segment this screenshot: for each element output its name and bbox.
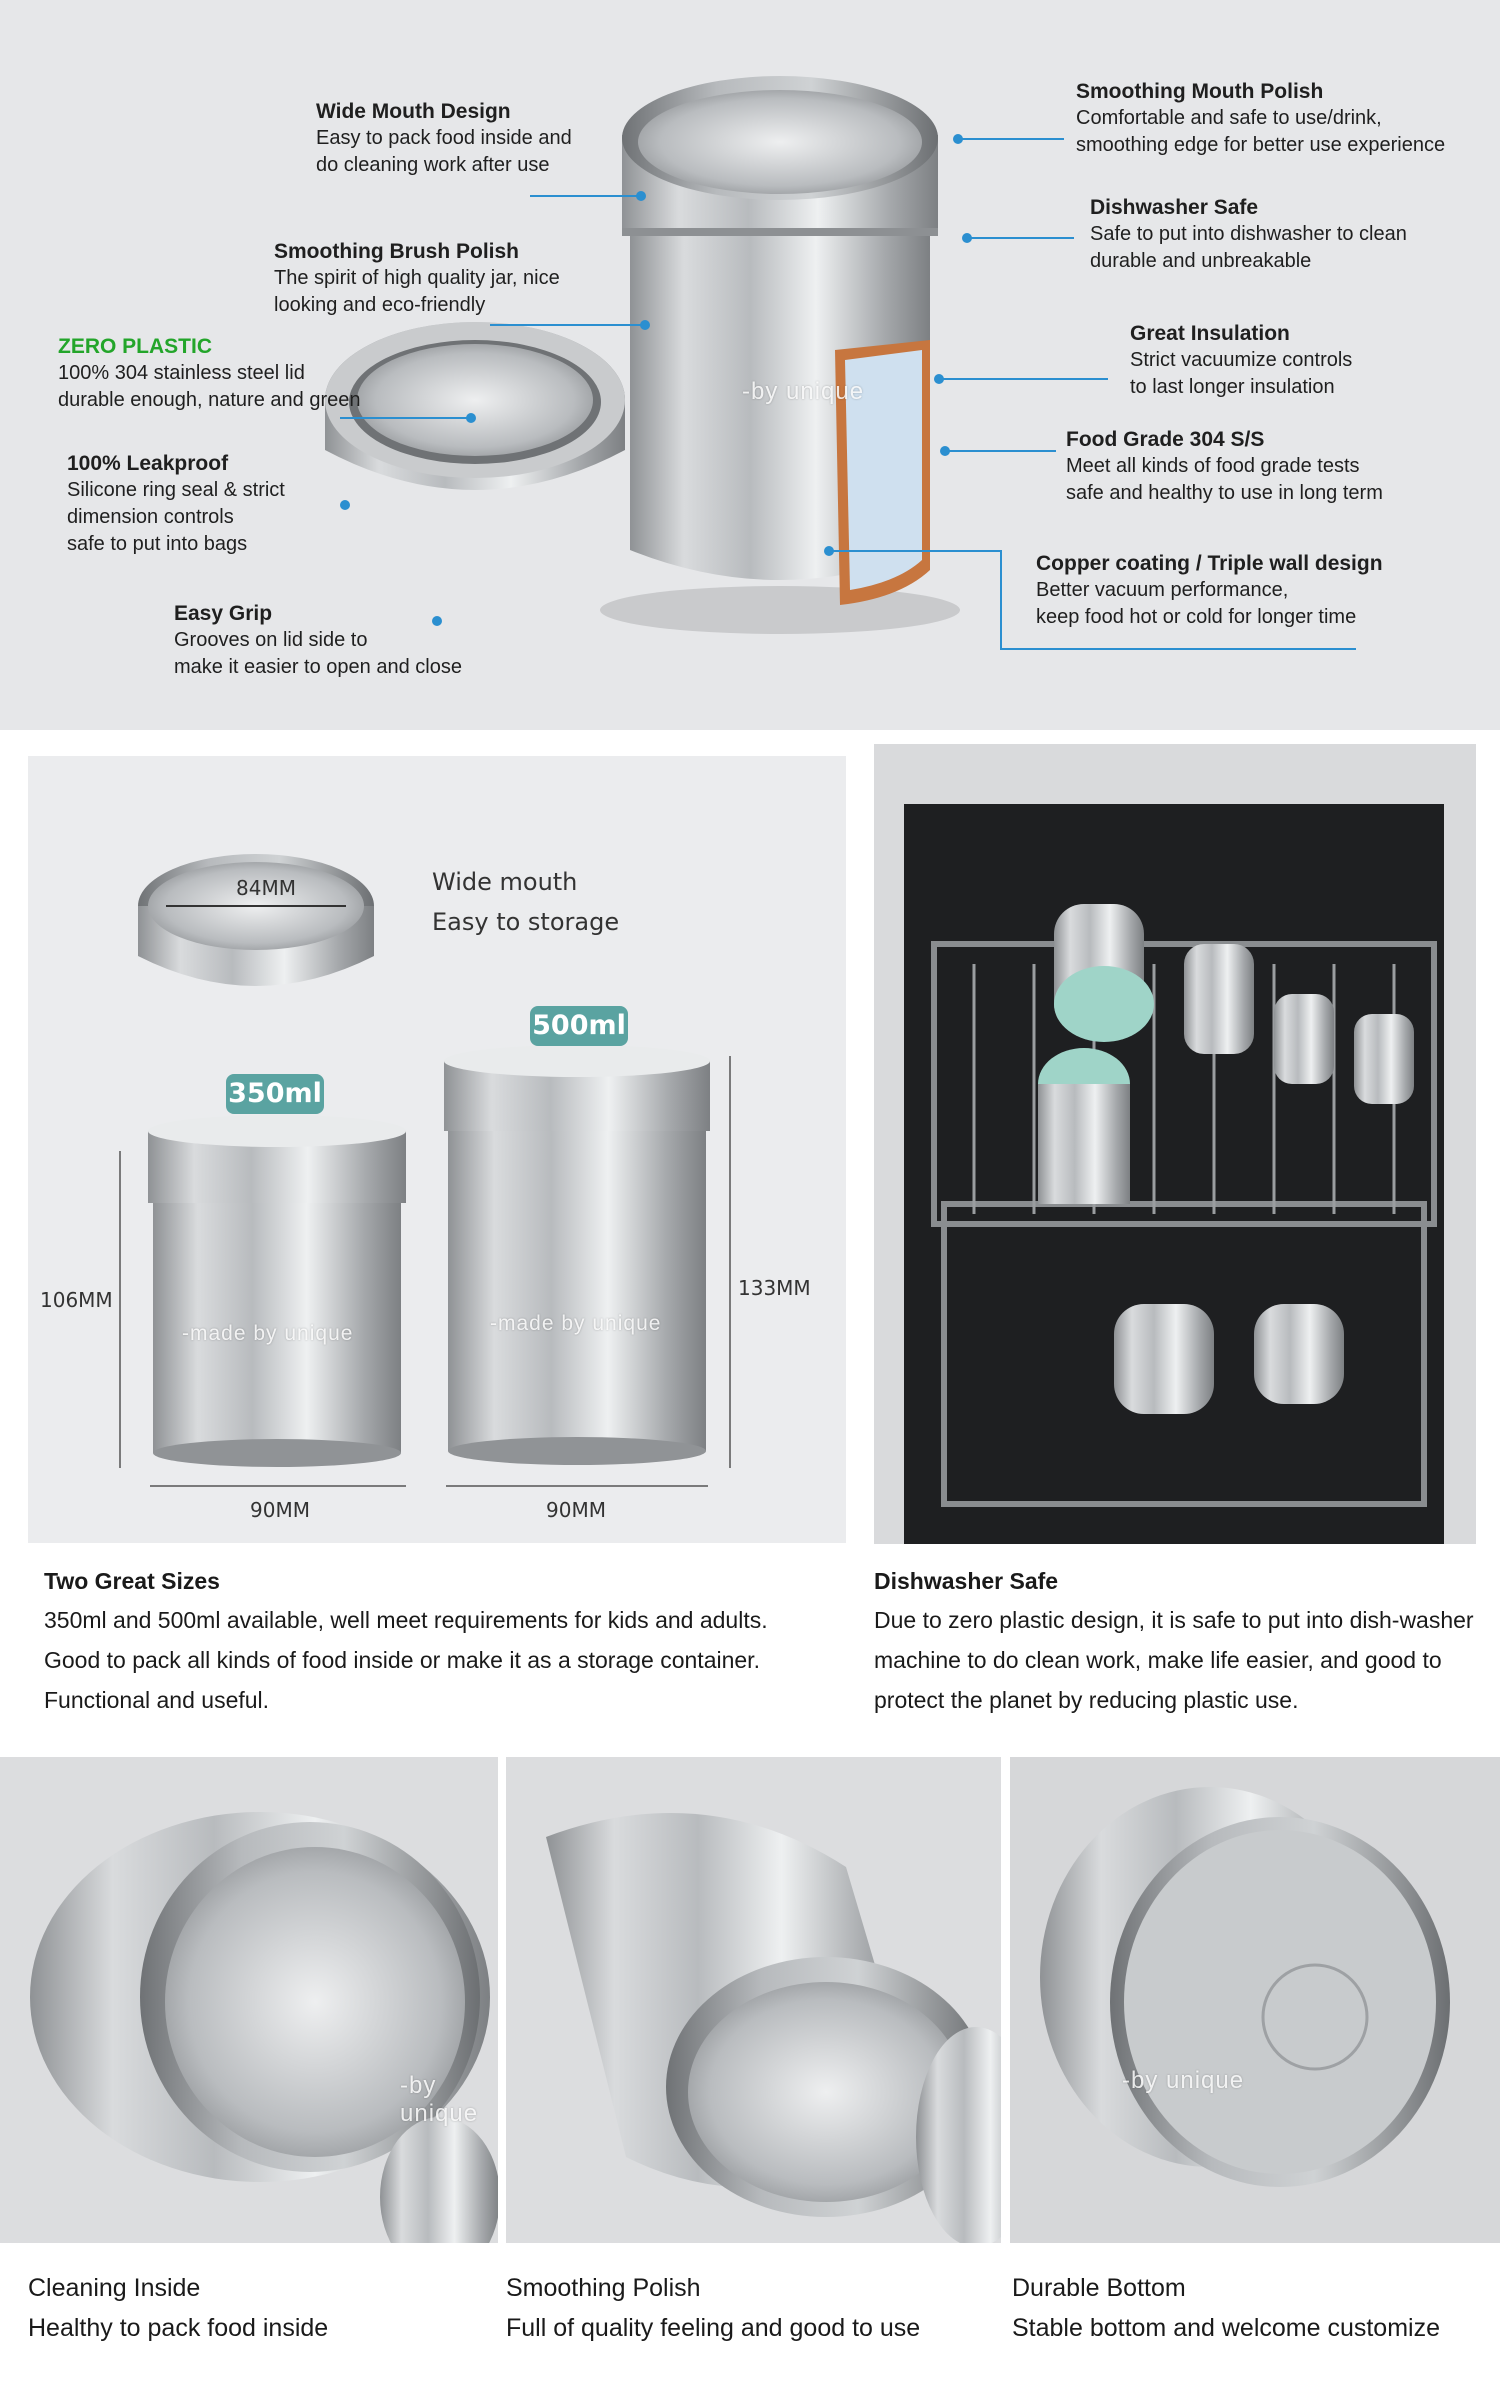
- leader-line: [340, 417, 470, 419]
- leader-dot: [636, 191, 646, 201]
- callout-line: dimension controls: [67, 506, 234, 528]
- leader-line: [940, 378, 1108, 380]
- callout-line: make it easier to open and close: [174, 656, 462, 678]
- callout-line: to last longer insulation: [1130, 376, 1335, 398]
- leader-dot: [340, 500, 350, 510]
- callout-line: Grooves on lid side to: [174, 629, 368, 651]
- callout-title: Easy Grip: [174, 602, 273, 625]
- callout-line: Easy to pack food inside and: [316, 127, 572, 149]
- callout-line: keep food hot or cold for longer time: [1036, 606, 1357, 628]
- callout-line: The spirit of high quality jar, nice: [274, 267, 560, 289]
- caption-durable-bottom: [1012, 2268, 1440, 2348]
- caption-title: Cleaning Inside: [28, 2274, 201, 2302]
- watermark: -by unique: [742, 378, 865, 405]
- caption-line: Functional and useful.: [44, 1687, 270, 1713]
- caption-cleaning-inside: [28, 2268, 328, 2348]
- callout-line: Silicone ring seal & strict: [67, 479, 285, 501]
- callout-zero-plastic: [58, 333, 360, 414]
- callout-title: Copper coating / Triple wall design: [1036, 552, 1383, 575]
- height-label-350: 106MM: [40, 1288, 113, 1312]
- callout-wide-mouth: [316, 98, 572, 179]
- leader-dot: [953, 134, 963, 144]
- leader-dot: [824, 546, 834, 556]
- callout-title: 100% Leakproof: [67, 452, 229, 475]
- callout-title: Great Insulation: [1130, 322, 1290, 345]
- watermark: -by unique: [400, 2072, 479, 2127]
- caption-title: Durable Bottom: [1012, 2274, 1186, 2302]
- callout-food-grade: [1066, 426, 1383, 507]
- leader-line: [946, 450, 1056, 452]
- watermark: -made by unique: [490, 1312, 662, 1335]
- callout-line: looking and eco-friendly: [274, 294, 486, 316]
- leader-dot: [466, 413, 476, 423]
- callout-line: safe to put into bags: [67, 533, 248, 555]
- leader-line: [1000, 648, 1356, 650]
- caption-line: Due to zero plastic design, it is safe to put into dish-washer: [874, 1607, 1474, 1633]
- callout-line: durable and unbreakable: [1090, 250, 1312, 272]
- jar-bottom-illustration: [1010, 1757, 1500, 2243]
- callout-line: Better vacuum performance,: [1036, 579, 1289, 601]
- caption-title-dishwasher: Dishwasher Safe: [874, 1568, 1059, 1594]
- jar-angle-illustration: [506, 1757, 1001, 2243]
- photo-durable-bottom: [1010, 1757, 1500, 2243]
- caption-title: Smoothing Polish: [506, 2274, 701, 2302]
- callout-line: smoothing edge for better use experience: [1076, 134, 1446, 156]
- size-badge-350: 350ml: [226, 1074, 324, 1114]
- callout-dishwasher: [1090, 194, 1407, 275]
- leader-line: [830, 550, 1002, 552]
- jar-open-illustration: [0, 1757, 498, 2243]
- callout-title: Smoothing Mouth Polish: [1076, 80, 1324, 103]
- callout-line: Strict vacuumize controls: [1130, 349, 1353, 371]
- callout-line: do cleaning work after use: [316, 154, 550, 176]
- callout-easy-grip: [174, 600, 462, 681]
- leader-line: [968, 237, 1074, 239]
- caption-subtitle: Healthy to pack food inside: [28, 2314, 329, 2342]
- callout-title: ZERO PLASTIC: [58, 335, 213, 358]
- callout-copper: [1036, 550, 1383, 631]
- dishwasher-illustration: [874, 744, 1476, 1544]
- height-label-500: 133MM: [738, 1276, 811, 1300]
- caption-subtitle: Stable bottom and welcome customize: [1012, 2314, 1440, 2342]
- leader-line: [490, 324, 642, 326]
- size-badge-500: 500ml: [530, 1006, 628, 1046]
- width-label-350: 90MM: [250, 1498, 310, 1522]
- wide-mouth-line: Easy to storage: [432, 908, 620, 936]
- lid-dimension-label: 84MM: [236, 876, 296, 900]
- callout-insulation: [1130, 320, 1352, 401]
- callout-line: Meet all kinds of food grade tests: [1066, 455, 1360, 477]
- callout-line: Comfortable and safe to use/drink,: [1076, 107, 1382, 129]
- caption-smoothing-polish: [506, 2268, 920, 2348]
- callout-brush-polish: [274, 238, 560, 319]
- callout-line: Safe to put into dishwasher to clean: [1090, 223, 1407, 245]
- leader-dot: [640, 320, 650, 330]
- callout-title: Dishwasher Safe: [1090, 196, 1259, 219]
- leader-line: [530, 195, 640, 197]
- watermark: -made by unique: [182, 1322, 354, 1345]
- caption-subtitle: Full of quality feeling and good to use: [506, 2314, 921, 2342]
- sizes-panel: [28, 756, 846, 1543]
- leader-line: [1000, 550, 1002, 650]
- watermark: -by unique: [1122, 2067, 1245, 2094]
- caption-line: Good to pack all kinds of food inside or make it as a storage container.: [44, 1647, 760, 1673]
- leader-dot: [940, 446, 950, 456]
- callout-line: 100% 304 stainless steel lid: [58, 362, 305, 384]
- callout-title: Wide Mouth Design: [316, 100, 511, 123]
- caption-body-two-sizes: [44, 1600, 768, 1720]
- callout-title: Smoothing Brush Polish: [274, 240, 519, 263]
- leader-line: [960, 138, 1064, 140]
- photo-cleaning-inside: [0, 1757, 498, 2243]
- callout-line: safe and healthy to use in long term: [1066, 482, 1383, 504]
- dishwasher-photo: [874, 744, 1476, 1544]
- feature-diagram-panel: [0, 0, 1500, 730]
- caption-body-dishwasher: [874, 1600, 1474, 1720]
- caption-line: 350ml and 500ml available, well meet requirements for kids and adults.: [44, 1607, 768, 1633]
- leader-dot: [934, 374, 944, 384]
- width-label-500: 90MM: [546, 1498, 606, 1522]
- caption-title-two-sizes: Two Great Sizes: [44, 1568, 220, 1594]
- photo-smoothing-polish: [506, 1757, 1001, 2243]
- wide-mouth-text: [432, 862, 619, 942]
- leader-dot: [962, 233, 972, 243]
- caption-line: machine to do clean work, make life easier, and good to: [874, 1647, 1442, 1673]
- callout-line: durable enough, nature and green: [58, 389, 361, 411]
- callout-mouth-polish: [1076, 78, 1445, 159]
- callout-leakproof: [67, 450, 285, 558]
- wide-mouth-line: Wide mouth: [432, 868, 578, 896]
- leader-dot: [432, 616, 442, 626]
- callout-title: Food Grade 304 S/S: [1066, 428, 1265, 451]
- caption-line: protect the planet by reducing plastic use.: [874, 1687, 1299, 1713]
